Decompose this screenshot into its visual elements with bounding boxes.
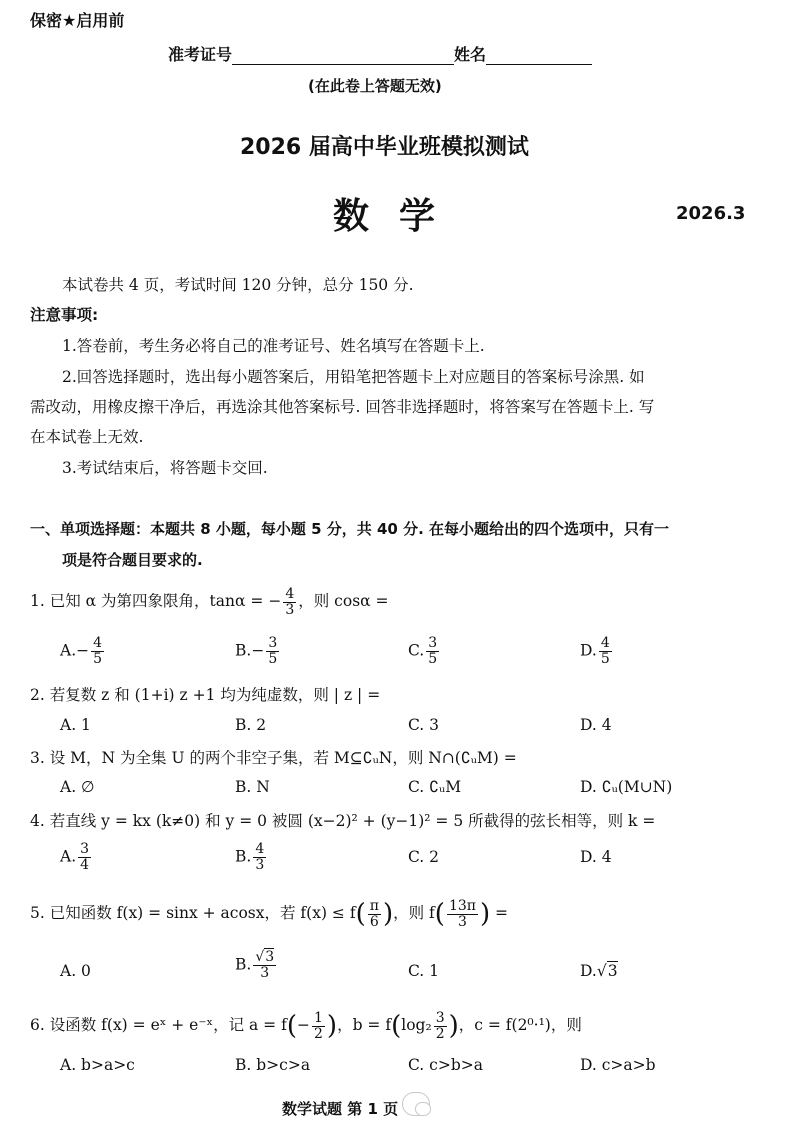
- notes-heading: 注意事项:: [30, 306, 99, 324]
- secret-label: 保密★启用前: [30, 11, 125, 30]
- subject-title: 数学: [333, 196, 466, 237]
- q5-number: 5.: [30, 904, 45, 922]
- q1-option-d[interactable]: [580, 636, 614, 667]
- exam-date: 2026.3: [676, 203, 746, 224]
- exam-id-row: [168, 42, 592, 65]
- q2-option-d[interactable]: D. 4: [580, 716, 612, 734]
- note-2-end: 在本试卷上无效.: [30, 428, 144, 446]
- q1-option-c[interactable]: [408, 636, 441, 667]
- q5-tail: =: [490, 904, 509, 922]
- option-label: D.: [580, 641, 597, 660]
- option-label: A.: [60, 641, 77, 660]
- question-5: [30, 898, 508, 930]
- section-heading: 一、单项选择题：本题共 8 小题，每小题 5 分，共 40 分. 在每小题给出的四个选项中，只有一: [30, 520, 670, 538]
- option-label: B.: [235, 641, 252, 660]
- q3-option-d[interactable]: D. ∁ᵤ(M∪N): [580, 778, 673, 796]
- q5-text: 已知函数 f(x) = sinx + acosx，若 f(x) ≤ f: [49, 904, 356, 922]
- option-label: D.: [580, 962, 597, 980]
- option-num: 3: [268, 635, 278, 651]
- q6-option-b[interactable]: B. b>c>a: [235, 1056, 311, 1074]
- option-radicand: 3: [265, 949, 275, 965]
- q6-mid: ，b = f: [337, 1016, 392, 1034]
- paren-close: ): [479, 899, 491, 929]
- q6-option-d[interactable]: D. c>a>b: [580, 1056, 656, 1074]
- q1-frac-num: 4: [285, 585, 295, 602]
- q4-number: 4.: [30, 812, 45, 830]
- option-den: 5: [93, 651, 103, 667]
- option-den: 4: [80, 857, 90, 873]
- q6-option-c[interactable]: C. c>b>a: [408, 1056, 483, 1074]
- q5-frac-a: [368, 899, 381, 930]
- option-label: B.: [235, 955, 252, 974]
- q4-text: 若直线 y = kx (k≠0) 和 y = 0 被圆 (x−2)² + (y−1)² = 5 所截得的弦长相等，则 k =: [49, 812, 656, 830]
- option-num: 4: [255, 841, 265, 857]
- paren-open: (: [391, 1011, 402, 1041]
- question-3: [30, 743, 517, 774]
- option-den: 3: [255, 857, 265, 873]
- paren-open: (: [355, 899, 366, 929]
- name-label: 姓名: [454, 45, 487, 64]
- q6-option-a[interactable]: A. b>a>c: [60, 1056, 135, 1074]
- question-2: [30, 680, 380, 711]
- q1-frac-den: 3: [285, 601, 295, 618]
- frac-num: 1: [314, 1009, 323, 1026]
- q6-tail: ，c = f(2⁰·¹)，则: [458, 1016, 582, 1034]
- q5-option-c[interactable]: C. 1: [408, 962, 440, 980]
- frac-den: 2: [314, 1025, 323, 1042]
- note-3: 3.考试结束后，将答题卡交回.: [62, 459, 268, 477]
- page-title: 2026 届高中毕业班模拟测试: [240, 135, 529, 160]
- exam-id-field[interactable]: [232, 48, 454, 65]
- frac-den: 2: [435, 1025, 445, 1042]
- q1-fraction: [283, 587, 296, 618]
- q1-text: 已知 α 为第四象限角，tanα =: [49, 592, 269, 610]
- paren-open: (: [434, 899, 445, 929]
- note-2-cont: 需改动，用橡皮擦干净后，再选涂其他答案标号. 回答非选择题时，将答案写在答题卡上. 写: [30, 398, 655, 416]
- frac-num: 3: [435, 1009, 445, 1026]
- q1-number: 1.: [30, 592, 45, 610]
- option-den: 5: [268, 651, 278, 667]
- frac-num: 13π: [448, 897, 476, 914]
- q2-option-c[interactable]: C. 3: [408, 716, 440, 734]
- option-den: 3: [260, 965, 270, 981]
- q6-log: log₂: [401, 1016, 432, 1034]
- q4-option-d[interactable]: D. 4: [580, 848, 612, 866]
- q1-neg: −: [268, 592, 282, 610]
- note-1: 1.答卷前，考生务必将自己的准考证号、姓名填写在答题卡上.: [62, 337, 485, 355]
- q5-option-b[interactable]: B. $\frac{√3}{3}$: [235, 949, 275, 981]
- option-den: 5: [600, 651, 610, 667]
- question-4: [30, 806, 655, 837]
- frac-num: π: [369, 897, 379, 914]
- q5-option-a[interactable]: A. 0: [60, 962, 91, 980]
- q3-number: 3.: [30, 749, 45, 767]
- option-radicand: 3: [607, 962, 618, 980]
- paren-close: ): [448, 1011, 459, 1041]
- q1-option-a[interactable]: [60, 636, 106, 667]
- q2-text: 若复数 z 和 (1+i) z +1 均为纯虚数，则 | z | =: [49, 686, 381, 704]
- intro-text: 本试卷共 4 页，考试时间 120 分钟，总分 150 分.: [62, 276, 414, 294]
- q6-text: 设函数 f(x) = eˣ + e⁻ˣ，记 a = f: [49, 1016, 287, 1034]
- option-num: 4: [93, 635, 103, 651]
- q4-option-b[interactable]: [235, 842, 268, 873]
- option-den: 5: [428, 651, 438, 667]
- option-label: C.: [408, 641, 425, 660]
- frac-den: 6: [369, 913, 379, 930]
- answer-notice: (在此卷上答题无效): [308, 77, 442, 95]
- q6-frac-a: [312, 1011, 325, 1042]
- q1-option-b[interactable]: [235, 636, 281, 667]
- paren-close: ): [382, 899, 394, 929]
- q4-option-a[interactable]: [60, 842, 93, 873]
- name-field[interactable]: [486, 48, 592, 65]
- option-num: 3: [428, 635, 438, 651]
- paren-close: ): [326, 1011, 338, 1041]
- q3-option-c[interactable]: C. ∁ᵤM: [408, 778, 462, 796]
- q3-option-a[interactable]: A. ∅: [60, 778, 95, 796]
- q5-frac-b: [447, 899, 478, 930]
- option-num: 4: [600, 635, 610, 651]
- note-2: 2.回答选择题时，选出每小题答案后，用铅笔把答题卡上对应题目的答案标号涂黑. 如: [62, 368, 645, 386]
- page-footer: 数学试题 第 1 页: [282, 1100, 399, 1118]
- question-1: [30, 586, 389, 618]
- q3-option-b[interactable]: B. N: [235, 778, 270, 796]
- option-label: A.: [60, 847, 77, 866]
- exam-id-label: 准考证号: [168, 45, 233, 64]
- q1-tail: ，则 cosα =: [298, 592, 389, 610]
- question-6: 6. 设函数 f(x) = eˣ + e⁻ˣ，记 a = f(− $\frac{1}{2}$ )，b = f(log₂ $\frac{3}{2}$ )，c = f(2⁰·¹)，则: [30, 1009, 582, 1042]
- paren-open: (: [286, 1011, 297, 1041]
- q5-option-d[interactable]: D.√3: [580, 962, 618, 980]
- section-heading-cont: 项是符合题目要求的.: [62, 551, 203, 569]
- q4-option-c[interactable]: C. 2: [408, 848, 440, 866]
- option-num: 3: [80, 841, 90, 857]
- wechat-icon: [402, 1092, 430, 1116]
- q5-mid: ，则 f: [393, 904, 435, 922]
- option-sign: −: [76, 641, 90, 660]
- q2-option-a[interactable]: A. 1: [60, 716, 91, 734]
- q2-number: 2.: [30, 686, 45, 704]
- option-sign: −: [251, 641, 265, 660]
- option-label: B.: [235, 847, 252, 866]
- q3-text: 设 M，N 为全集 U 的两个非空子集，若 M⊆∁ᵤN，则 N∩(∁ᵤM) =: [49, 749, 517, 767]
- q2-option-b[interactable]: B. 2: [235, 716, 267, 734]
- q6-frac-b: [434, 1011, 447, 1042]
- frac-den: 3: [457, 913, 467, 930]
- q6-number: 6.: [30, 1016, 45, 1034]
